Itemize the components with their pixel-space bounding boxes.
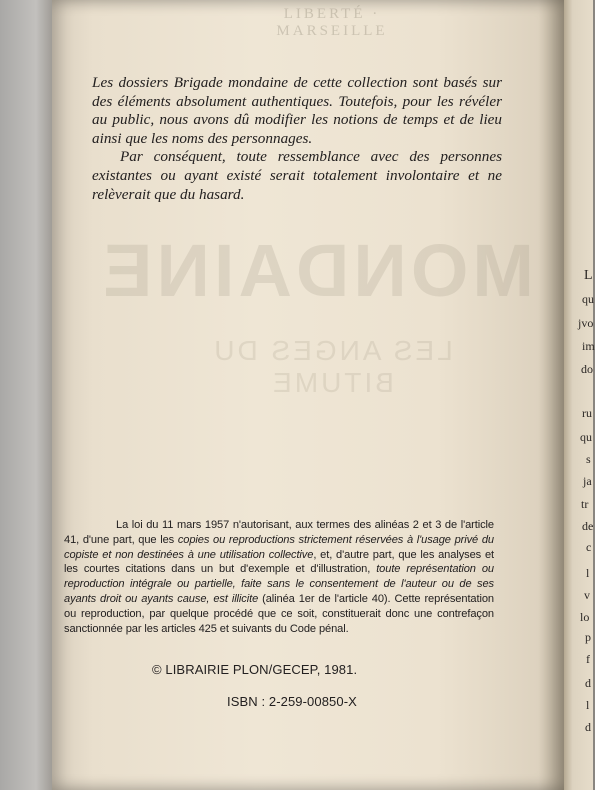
facing-fragment: lo bbox=[580, 610, 590, 624]
legal-italic-1: copies ou reproductions strictement réservées à l'usage privé du copiste et non destinées à une utilisation collective bbox=[64, 533, 494, 561]
legal-text-3: (alinéa 1er de l'article 40). Cette représentation ou reproduction, par quelque procédé que ce soit, constituerait donc une contrefaçon sanctionnée par les articles 425 et suivants du Code pénal. bbox=[64, 592, 494, 635]
legal-text-2: , et, d'autre part, que les analyses et les courtes citations dans un but d'exemple et d'illustration, bbox=[64, 548, 495, 576]
facing-page-edge bbox=[564, 0, 593, 790]
facing-fragment: c bbox=[586, 540, 592, 554]
disclaimer-paragraph-2: Par conséquent, toute ressemblance avec des personnes existantes ou ayant existé serait totalement involontaire et ne relèverait que du hasard. bbox=[92, 148, 502, 203]
facing-fragment: ru bbox=[582, 406, 592, 420]
facing-fragment: d bbox=[585, 720, 591, 734]
background-left bbox=[0, 0, 60, 790]
isbn-line: ISBN : 2-259-00850-X bbox=[227, 694, 357, 709]
facing-fragment: L bbox=[584, 268, 593, 283]
facing-fragment: d bbox=[585, 676, 591, 690]
facing-fragment: qu bbox=[580, 430, 592, 444]
legal-text-1: La loi du 11 mars 1957 n'autorisant, aux termes des alinéas 2 et 3 de l'article 41, d'une part, que les bbox=[64, 519, 494, 546]
facing-fragment: qu bbox=[582, 292, 594, 306]
show-through-subtitle: LES ANGES DU BITUME bbox=[211, 335, 453, 398]
facing-fragment: l bbox=[586, 698, 590, 712]
legal-paragraph bbox=[64, 518, 494, 636]
legal-notice bbox=[64, 518, 494, 636]
show-through-header: LIBERTÉ · MARSEILLE bbox=[276, 6, 388, 39]
show-through-title: MONDAINE bbox=[99, 229, 534, 312]
facing-fragment: l bbox=[586, 566, 590, 580]
facing-fragment: im bbox=[582, 339, 595, 353]
facing-fragment: de bbox=[582, 519, 594, 533]
disclaimer-block bbox=[92, 74, 502, 204]
legal-italic-2: toute représentation ou reproduction intégrale ou partielle, faite sans le consentement de l'auteur ou de ses ayants droit ou ayants cause, est illicite bbox=[64, 563, 494, 605]
facing-fragment: ja bbox=[583, 474, 592, 488]
facing-fragment: jvo bbox=[578, 316, 594, 330]
facing-fragment: v bbox=[584, 588, 590, 602]
copyright-line: © LIBRAIRIE PLON/GECEP, 1981. bbox=[152, 662, 358, 677]
facing-fragment: s bbox=[586, 452, 591, 466]
facing-fragment: tr bbox=[581, 497, 589, 511]
facing-fragment: do bbox=[581, 362, 593, 376]
facing-fragment: f bbox=[586, 652, 590, 666]
disclaimer-paragraph-1: Les dossiers Brigade mondaine de cette collection sont basés sur des éléments absolument authentiques. Toutefois, pour les révéler au public, nous avons dû modifier les notions de temps et de lieu ainsi que les noms des personnages. bbox=[92, 74, 502, 147]
facing-fragment: p bbox=[585, 630, 591, 644]
